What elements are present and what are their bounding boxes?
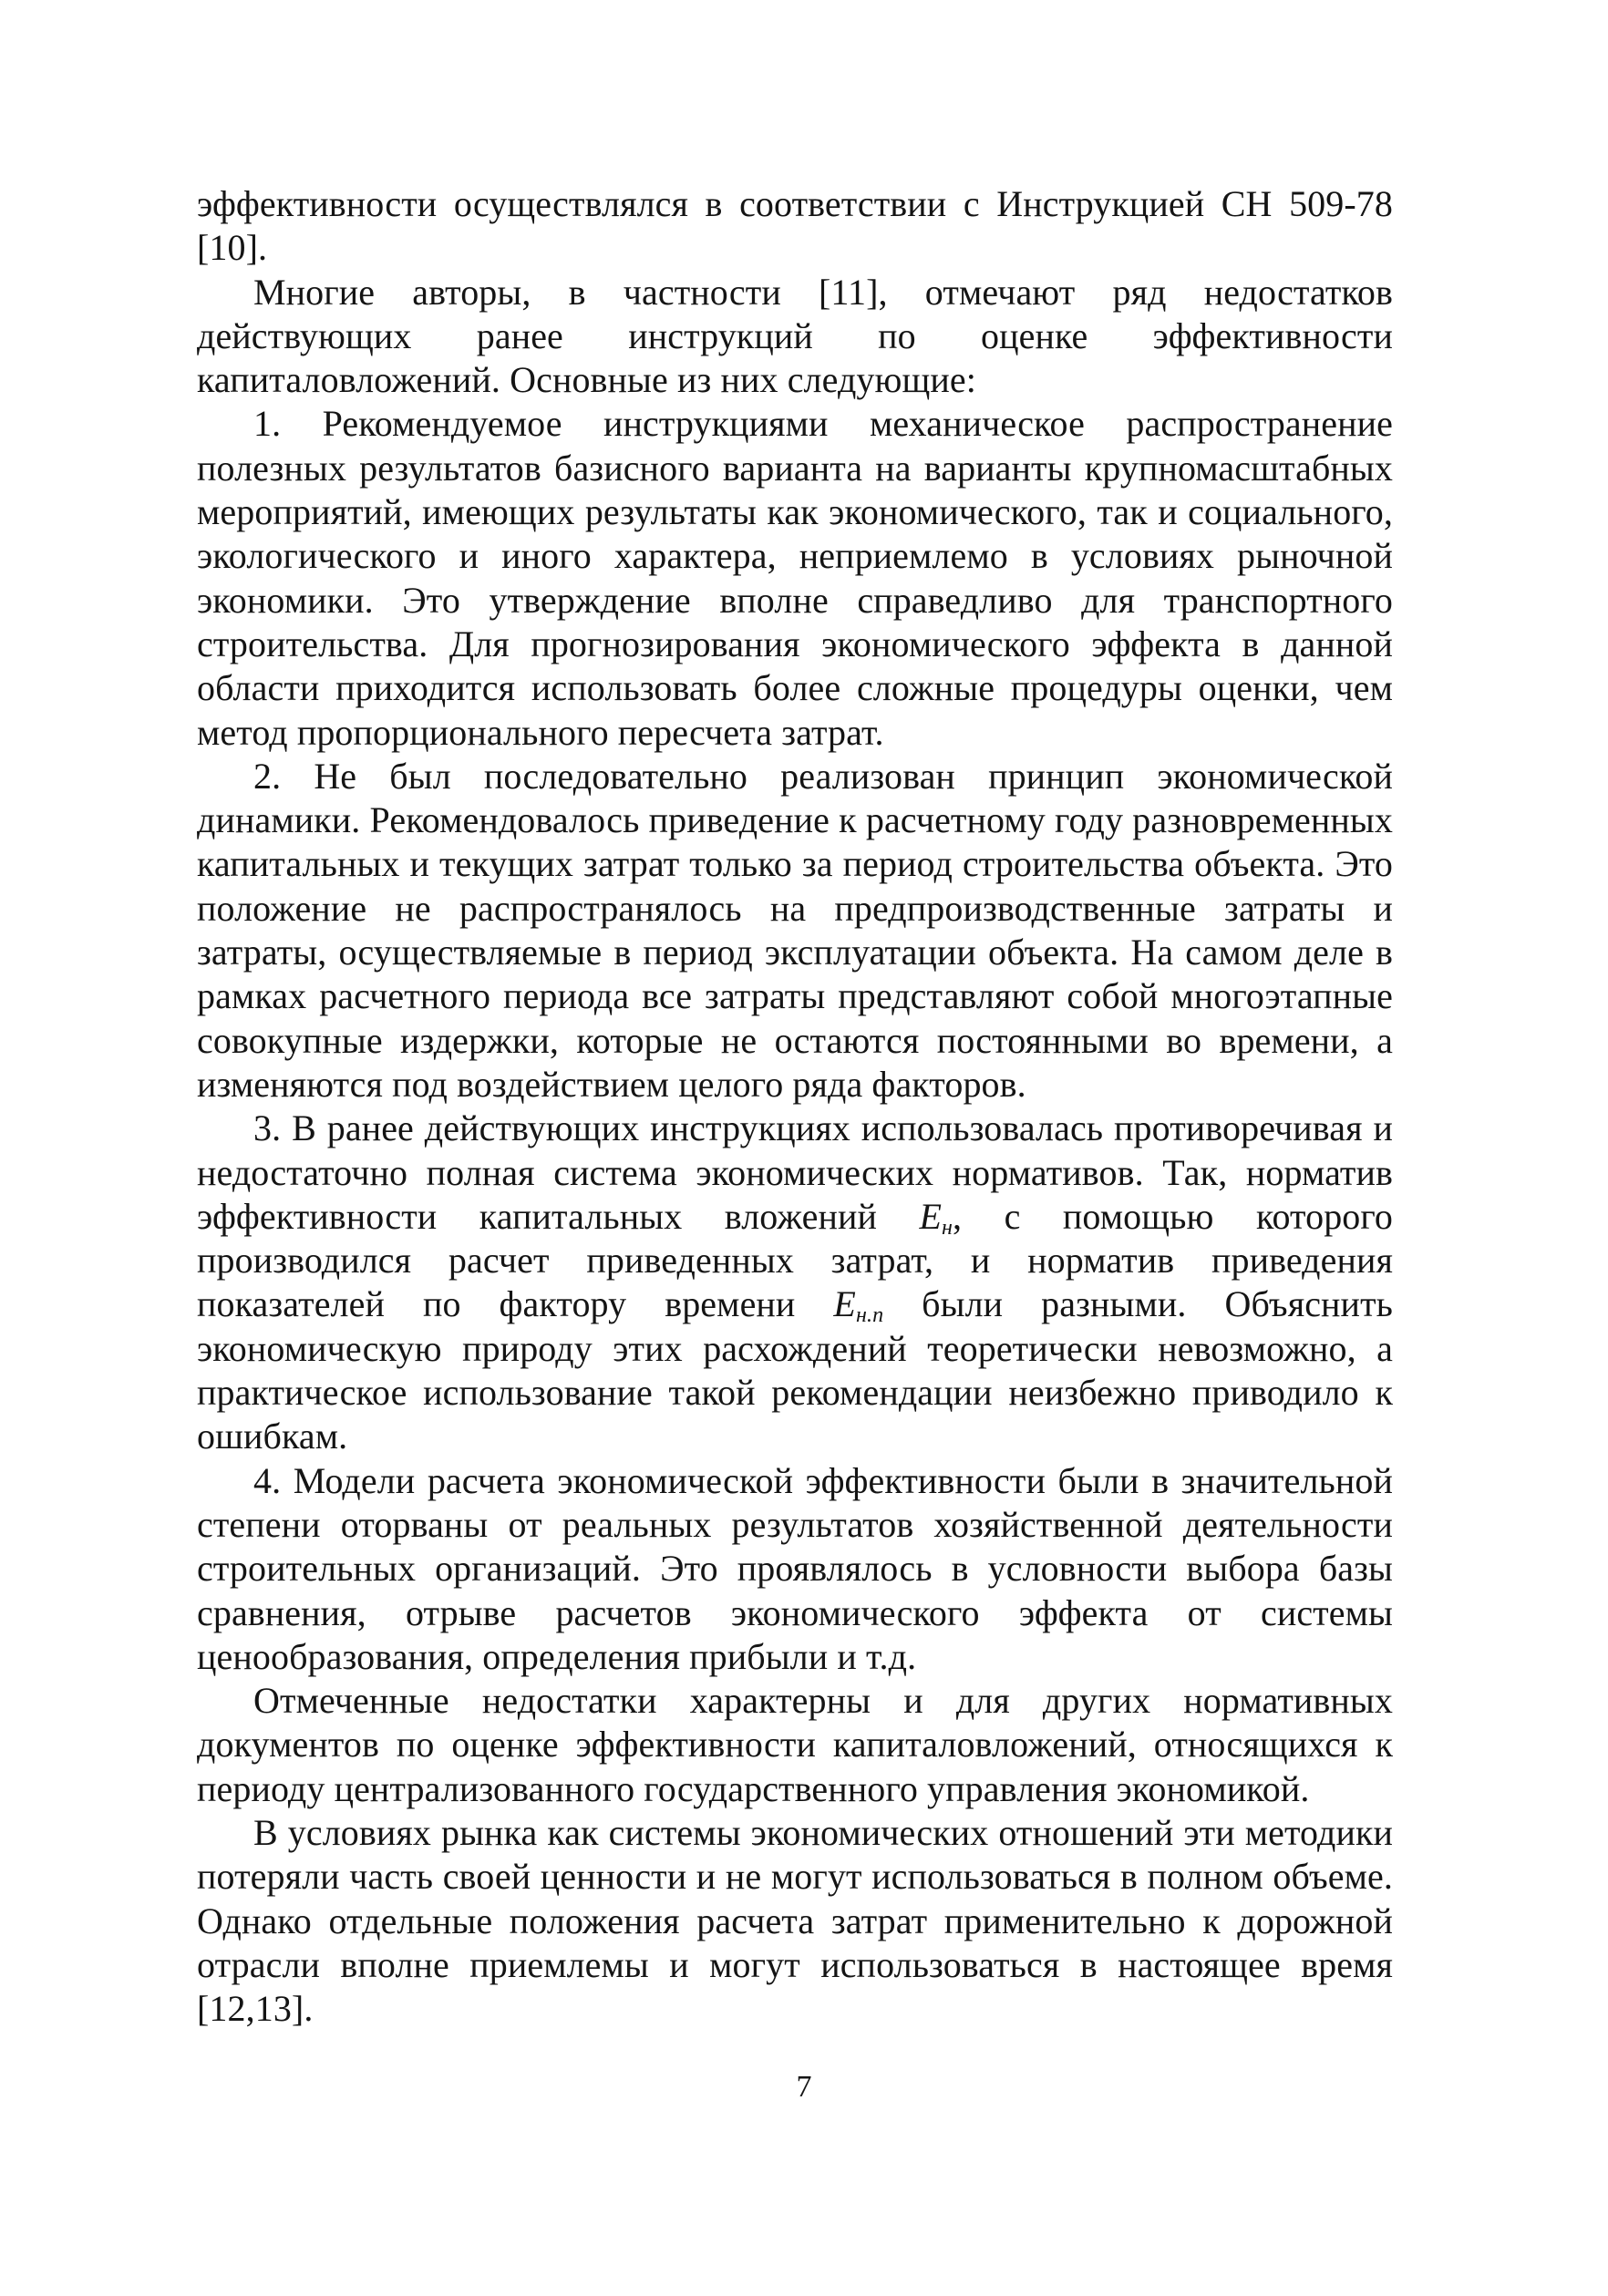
norm-symbol-enp-subscript: н.п — [855, 1303, 884, 1328]
paragraph-intro: Многие авторы, в частности [11], отмечают ряд недостатков действующих ранее инструкций по оценке эффективности капиталовложений. Основные из них следующие: — [197, 271, 1393, 401]
page-number: 7 — [796, 2070, 812, 2104]
list-item-2: 2. Не был последовательно реализован принцип экономической динамики. Рекомендовалось приведение к расчетному году разновременных капитальных и текущих затрат только за период строительства объекта. Это положение не распространялось на предпроизводственные затраты и затраты, осуществляемые в период эксплуатации объекта. На самом деле в рамках расчетного периода все затраты представляют собой многоэтапные совокупные издержки, которые не остаются постоянными во времени, а изменяются под воздействием целого ряда факторов. — [197, 755, 1393, 1105]
norm-symbol-enp: E — [833, 1283, 856, 1325]
norm-symbol-en: E — [919, 1195, 942, 1237]
paragraph-market: В условиях рынка как системы экономических отношений эти методики потеряли часть своей ценности и не могут использоваться в полном объеме. Однако отдельные положения расчета затрат применительно к дорожной отрасли вполне приемлемы и могут использоваться в настоящее время [12,13]. — [197, 1811, 1393, 2030]
paragraph-shortcomings: Отмеченные недостатки характерны и для других нормативных документов по оценке эффективности капиталовложений, относящихся к периоду централизованного государственного управления экономикой. — [197, 1680, 1393, 1809]
list-item-3 — [197, 1107, 1393, 1458]
list-item-3-text-a: 3. В ранее действующих инструкциях использовалась противоречивая и недостаточно полная система экономических нормативов. Так, норматив эффективности капитальных вложений — [197, 1107, 1393, 1237]
norm-symbol-en-subscript: н — [942, 1215, 953, 1240]
list-item-3-text-c: были разными. Объяснить экономическую природу этих расхождений теоретически невозможно, а практическое использование такой рекомендации неизбежно приводило к ошибкам. — [197, 1283, 1393, 1457]
list-item-1: 1. Рекомендуемое инструкциями механическое распространение полезных результатов базисного варианта на варианты крупномасштабных мероприятий, имеющих результаты как экономического, так и социального, экологического и иного характера, неприемлемо в условиях рыночной экономики. Это утверждение вполне справедливо для транспортного строительства. Для прогнозирования экономического эффекта в данной области приходится использовать более сложные процедуры оценки, чем метод пропорционального пересчета затрат. — [197, 403, 1393, 753]
list-item-3-text-b: , с помощью которого производился расчет приведенных затрат, и норматив приведения показателей по фактору времени — [197, 1195, 1393, 1325]
paragraph-continuation: эффективности осуществлялся в соответствии с Инструкцией СН 509-78 [10]. — [197, 183, 1393, 269]
body-text — [197, 182, 1393, 2031]
list-item-4: 4. Модели расчета экономической эффективности были в значительной степени оторваны от реальных результатов хозяйственной деятельности строительных организаций. Это проявлялось в условности выбора базы сравнения, отрыве расчетов экономического эффекта от системы ценообразования, определения прибыли и т.д. — [197, 1459, 1393, 1677]
